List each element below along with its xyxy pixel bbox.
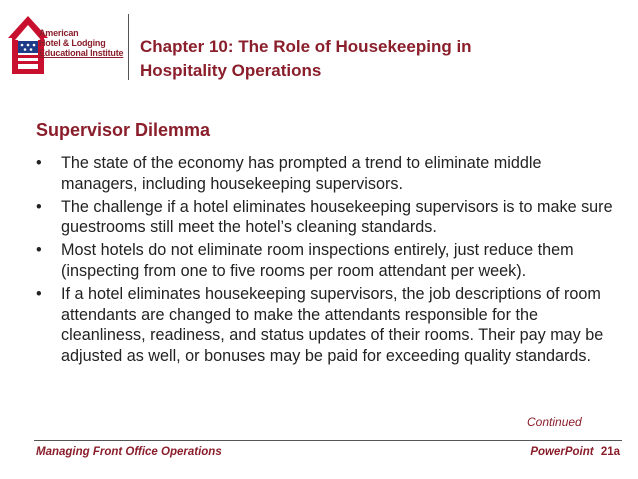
footer-divider [34, 440, 622, 441]
bullet-marker: • [36, 197, 42, 216]
bullet-text: If a hotel eliminates housekeeping supervisors, the job descriptions of room attendants are changed to make the attendants responsible for the cleanliness, readiness, and status updates of their rooms. Their pay may be adjusted as well, or bonuses may be paid for exceeding quality standards. [61, 284, 604, 366]
chapter-title [140, 35, 620, 83]
section-title: Supervisor Dilemma [36, 120, 211, 140]
bullet-marker: • [36, 284, 42, 303]
logo-line-2: Hotel & Lodging [39, 38, 106, 48]
slide-number: 21a [600, 446, 620, 458]
bullet-item [36, 284, 616, 367]
bullet-text: Most hotels do not eliminate room inspections entirely, just reduce them (inspecting from one to five rooms per room attendant per week). [61, 241, 574, 280]
footer-slide-info [530, 446, 620, 458]
bullet-text: The challenge if a hotel eliminates housekeeping supervisors is to make sure guestrooms still meet the hotel’s cleaning standards. [61, 197, 613, 237]
bullet-marker: • [36, 154, 42, 172]
bullet-text: The state of the economy has prompted a trend to eliminate middle managers, including housekeeping supervisors. [61, 154, 542, 193]
logo-wordmark [39, 28, 129, 58]
footer-powerpoint-label: PowerPoint [530, 446, 594, 458]
bullet-marker: • [36, 241, 42, 260]
continued-label: Continued [527, 415, 582, 429]
bullet-item [36, 197, 616, 239]
chapter-title-line-2: Hospitality Operations [140, 61, 322, 80]
logo-line-3: Educational Institute [39, 48, 124, 58]
footer-book-title: Managing Front Office Operations [36, 446, 222, 458]
logo-line-1: American [39, 28, 79, 38]
chapter-title-line-1: Chapter 10: The Role of Housekeeping in [140, 37, 472, 56]
bullet-item [36, 240, 616, 282]
ahlei-logo [6, 8, 124, 80]
bullet-item [36, 153, 616, 195]
bullet-list [36, 153, 616, 369]
header-divider [128, 14, 129, 80]
